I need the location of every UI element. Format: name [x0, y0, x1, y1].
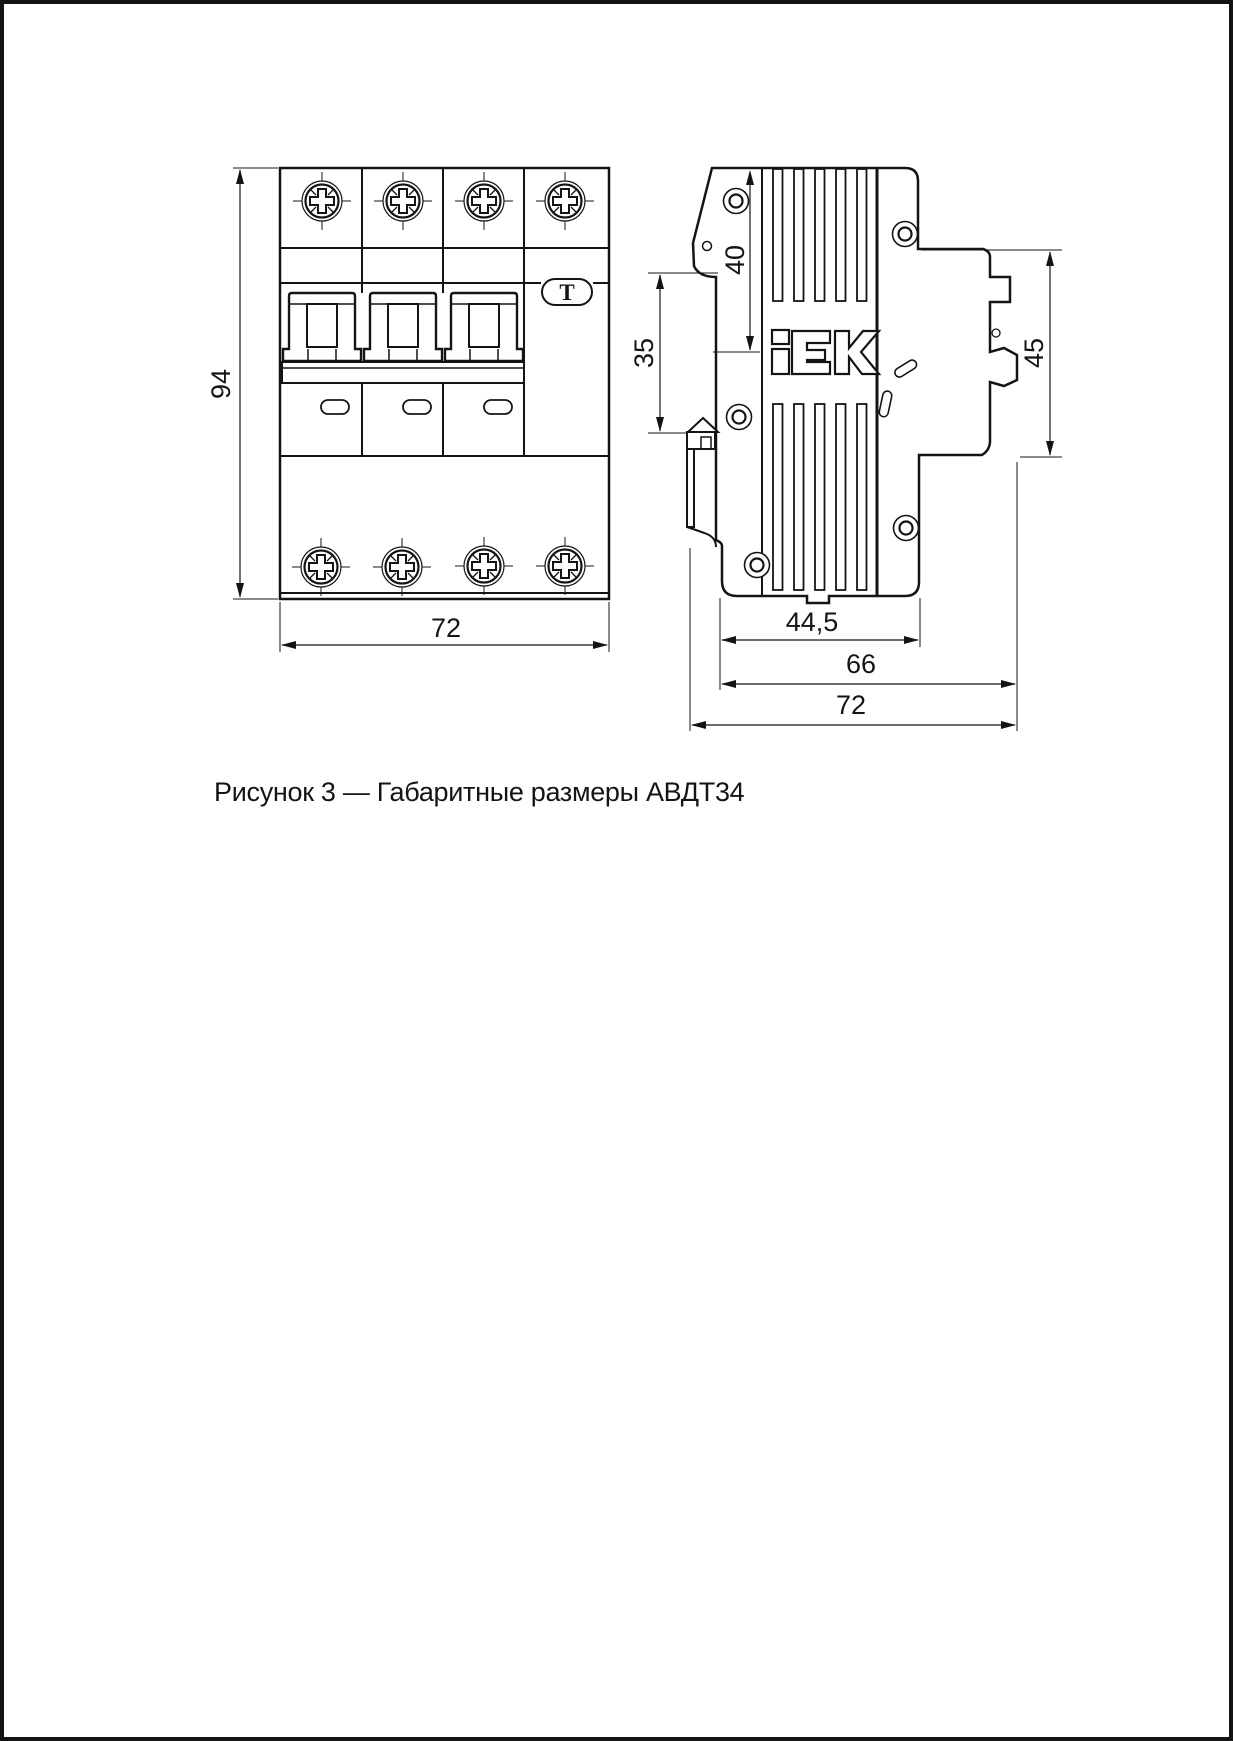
- test-button: [542, 279, 592, 305]
- side-dim-66-label: 66: [845, 649, 877, 679]
- front-width-dim-label: 72: [430, 613, 462, 643]
- side-dim-40-label: 40: [720, 244, 750, 276]
- side-dim-45-label: 45: [1019, 337, 1049, 369]
- page-border: [2, 2, 1231, 1739]
- side-dim-44-5-label: 44,5: [785, 607, 839, 637]
- toggle-tie-bar: [282, 362, 524, 383]
- toggle-handles: [282, 293, 524, 383]
- pin-hole: [703, 242, 712, 251]
- front-height-dim-label: 94: [206, 368, 236, 400]
- figure-caption: Рисунок 3 — Габаритные размеры АВДТ34: [214, 777, 745, 807]
- side-dim-72-label: 72: [835, 690, 867, 720]
- test-button-label: Т: [559, 280, 575, 305]
- side-dim-35-label: 35: [629, 337, 659, 369]
- pin-hole: [992, 329, 1000, 337]
